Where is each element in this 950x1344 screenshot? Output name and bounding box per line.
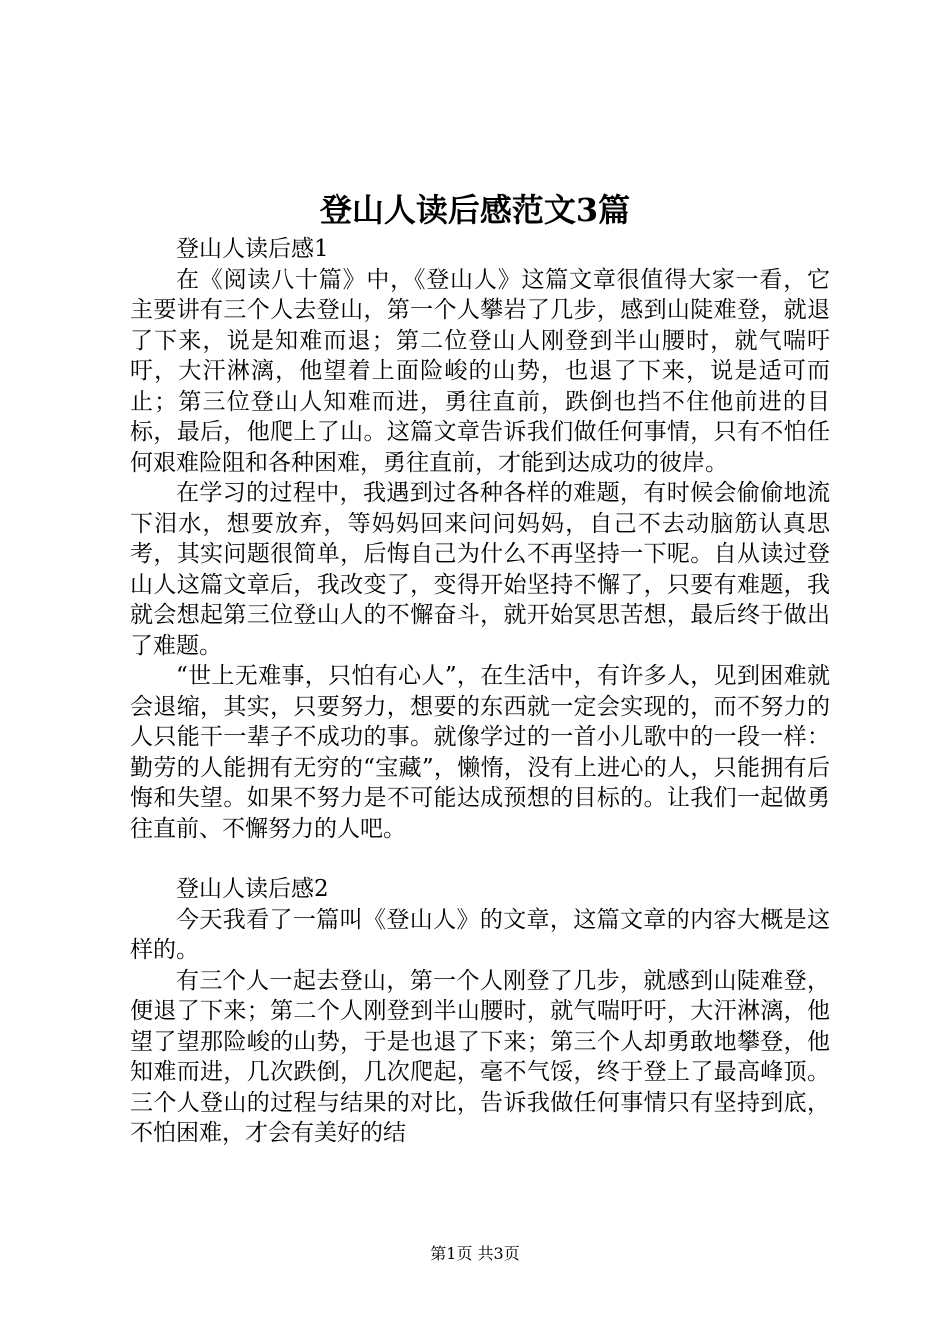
page-footer: 第1页 共3页 bbox=[430, 1244, 520, 1263]
document-title: 登山人读后感范文3篇 bbox=[319, 191, 631, 229]
section-spacer bbox=[130, 844, 830, 874]
section-heading-2: 登山人读后感2 bbox=[176, 876, 329, 902]
section-heading-1: 登山人读后感1 bbox=[176, 236, 329, 262]
paragraph: 有三个人一起去登山，第一个人刚登了几步，就感到山陡难登，便退了下来；第二个人刚登到半山腰时，就气喘吁吁，大汗淋漓，他望了望那险峻的山势，于是也退了下来；第三个人却勇敢地攀登，他知难而进，几次跌倒，几次爬起，毫不气馁，终于登上了最高峰顶。三个人登山的过程与结果的对比，告诉我做任何事情只有坚持到底，不怕困难，才会有美好的结 bbox=[130, 967, 830, 1146]
document-body bbox=[130, 234, 830, 1149]
paragraph: 今天我看了一篇叫《登山人》的文章，这篇文章的内容大概是这样的。 bbox=[130, 906, 830, 963]
paragraph: “世上无难事，只怕有心人”，在生活中，有许多人，见到困难就会退缩，其实，只要努力，想要的东西就一定会实现的，而不努力的人只能干一辈子不成功的事。就像学过的一首小儿歌中的一段一样：勤劳的人能拥有无穷的“宝藏”，懒惰，没有上进心的人，只能拥有后悔和失望。如果不努力是不可能达成预想的目标的。让我们一起做勇往直前、不懈努力的人吧。 bbox=[130, 663, 830, 842]
paragraph: 在学习的过程中，我遇到过各种各样的难题，有时候会偷偷地流下泪水，想要放弃，等妈妈回来问问妈妈，自己不去动脑筋认真思考，其实问题很简单，后悔自己为什么不再坚持一下呢。自从读过登山人这篇文章后，我改变了，变得开始坚持不懈了，只要有难题，我就会想起第三位登山人的不懈奋斗，就开始冥思苦想，最后终于做出了难题。 bbox=[130, 480, 830, 659]
paragraph: 在《阅读八十篇》中，《登山人》这篇文章很值得大家一看，它主要讲有三个人去登山，第一个人攀岩了几步，感到山陡难登，就退了下来，说是知难而退；第二位登山人刚登到半山腰时，就气喘吁吁，大汗淋漓，他望着上面险峻的山势，也退了下来，说是适可而止；第三位登山人知难而进，勇往直前，跌倒也挡不住他前进的目标，最后，他爬上了山。这篇文章告诉我们做任何事情，只有不怕任何艰难险阻和各种困难，勇往直前，才能到达成功的彼岸。 bbox=[130, 266, 830, 476]
